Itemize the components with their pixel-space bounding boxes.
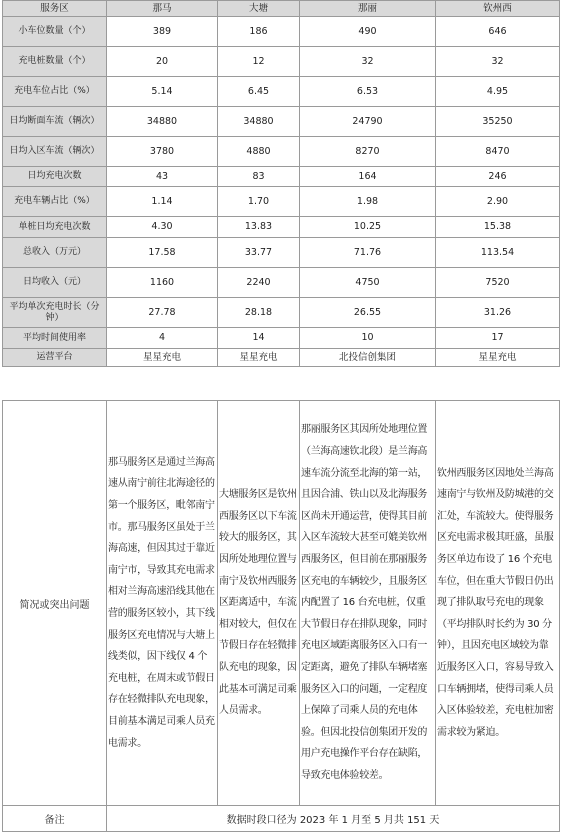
data-row	[3, 17, 560, 47]
issue-datang: 大塘服务区是钦州西服务区以下车流较大的服务区，其因所处地理位置与南宁及钦州西服务区距离适中，车流相对较大，但仅在节假日存在轻微排队充电的现象，因此基本可满足司乘人员需求。	[218, 401, 300, 806]
row-label: 总收入（万元）	[3, 238, 107, 268]
table-cell: 27.78	[107, 298, 218, 328]
table-cell: 71.76	[300, 238, 436, 268]
row-label: 充电车位占比（%）	[3, 77, 107, 107]
table-cell: 34880	[107, 107, 218, 137]
table-cell: 32	[436, 47, 560, 77]
table-cell: 389	[107, 17, 218, 47]
table-cell: 星星充电	[218, 349, 300, 367]
row-label: 平均单次充电时长（分钟）	[3, 298, 107, 328]
table-cell: 10.25	[300, 217, 436, 238]
issue-nama: 那马服务区是通过兰海高速从南宁前往北海途径的第一个服务区，毗邻南宁市。那马服务区虽处于兰海高速，但因其过于靠近南宁市，导致其充电需求相对兰海高速沿线其他在营的服务区较小，其下线服务区充电情况与大塘上线类似，因下线仅 4 个充电桩，在周末或节假日存在轻微排队充电现象，目前基本满足司乘人员充电需求。	[107, 401, 218, 806]
data-row	[3, 268, 560, 298]
table-cell: 4.95	[436, 77, 560, 107]
header-label: 服务区	[3, 1, 107, 17]
table-cell: 6.45	[218, 77, 300, 107]
table-cell: 3780	[107, 137, 218, 167]
table-cell: 164	[300, 167, 436, 187]
table-cell: 35250	[436, 107, 560, 137]
table-cell: 10	[300, 328, 436, 349]
table-cell: 246	[436, 167, 560, 187]
data-row	[3, 47, 560, 77]
table-cell: 4750	[300, 268, 436, 298]
issues-label: 简况或突出问题	[3, 401, 107, 806]
table-cell: 2.90	[436, 187, 560, 217]
header-row	[3, 1, 560, 17]
note-row	[3, 806, 560, 832]
data-row	[3, 167, 560, 187]
table-cell: 26.55	[300, 298, 436, 328]
row-label: 充电桩数量（个）	[3, 47, 107, 77]
table-cell: 31.26	[436, 298, 560, 328]
table-cell: 6.53	[300, 77, 436, 107]
data-row	[3, 77, 560, 107]
row-label: 日均断面车流（辆次）	[3, 107, 107, 137]
row-label: 日均充电次数	[3, 167, 107, 187]
table-cell: 43	[107, 167, 218, 187]
column-header: 钦州西	[436, 1, 560, 17]
table-cell: 83	[218, 167, 300, 187]
table-cell: 24790	[300, 107, 436, 137]
table-cell: 28.18	[218, 298, 300, 328]
table-cell: 7520	[436, 268, 560, 298]
table-cell: 20	[107, 47, 218, 77]
table-cell: 星星充电	[436, 349, 560, 367]
issue-qinzhouxi: 钦州西服务区因地处兰海高速南宁与钦州及防城港的交汇处，车流较大。使得服务区充电需求极其旺盛，虽服务区单边布设了 16 个充电车位，但在重大节假日仍出现了排队取号充电的现象（平均排队时长约为 30 分钟），且因充电区域较为靠近服务区入口，容易导致入口车辆拥堵，使得司乘人员入区体验较差，充电桩加密需求较为紧迫。	[436, 401, 560, 806]
issues-row	[3, 401, 560, 806]
data-row	[3, 107, 560, 137]
table-cell: 5.14	[107, 77, 218, 107]
column-header: 那马	[107, 1, 218, 17]
table-cell: 1.98	[300, 187, 436, 217]
table-cell: 14	[218, 328, 300, 349]
data-row	[3, 137, 560, 167]
note-label: 备注	[3, 806, 107, 832]
table-cell: 17.58	[107, 238, 218, 268]
row-label: 日均入区车流（辆次）	[3, 137, 107, 167]
table-cell: 1.14	[107, 187, 218, 217]
data-row	[3, 187, 560, 217]
table-cell: 113.54	[436, 238, 560, 268]
table-cell: 17	[436, 328, 560, 349]
column-header: 那丽	[300, 1, 436, 17]
row-label: 运营平台	[3, 349, 107, 367]
table-cell: 星星充电	[107, 349, 218, 367]
data-row	[3, 328, 560, 349]
table-cell: 8270	[300, 137, 436, 167]
data-row	[3, 217, 560, 238]
note-text: 数据时段口径为 2023 年 1 月至 5 月共 151 天	[107, 806, 560, 832]
column-header: 大塘	[218, 1, 300, 17]
table-cell: 1.70	[218, 187, 300, 217]
table-cell: 32	[300, 47, 436, 77]
table-cell: 4	[107, 328, 218, 349]
table-cell: 490	[300, 17, 436, 47]
row-label: 小车位数量（个）	[3, 17, 107, 47]
table-cell: 2240	[218, 268, 300, 298]
table-cell: 13.83	[218, 217, 300, 238]
table-cell: 北投信创集团	[300, 349, 436, 367]
table-cell: 646	[436, 17, 560, 47]
table-cell: 186	[218, 17, 300, 47]
row-label: 平均时间使用率	[3, 328, 107, 349]
stats-table	[2, 0, 560, 367]
table-cell: 8470	[436, 137, 560, 167]
data-row	[3, 349, 560, 367]
issue-nali: 那丽服务区其因所处地理位置（兰海高速钦北段）是兰海高速车流分流至北海的第一站，且因合浦、铁山以及北海服务区尚未开通运营，使得其目前入区车流较大甚至可媲美钦州西服务区，但目前在那丽服务区充电的车辆较少，且服务区内配置了 16 台充电桩，仅重大节假日存在排队现象，同时充电区域距离服务区入口有一定距离，避免了排队车辆堵塞服务区入口的问题，一定程度上保障了司乘人员的充电体验。但因北投信创集团开发的用户充电操作平台存在缺陷，导致充电体验较差。	[300, 401, 436, 806]
table-cell: 33.77	[218, 238, 300, 268]
row-label: 单桩日均充电次数	[3, 217, 107, 238]
data-row	[3, 238, 560, 268]
row-label: 日均收入（元）	[3, 268, 107, 298]
row-label: 充电车辆占比（%）	[3, 187, 107, 217]
table-cell: 4.30	[107, 217, 218, 238]
table-cell: 15.38	[436, 217, 560, 238]
issues-table	[2, 400, 560, 832]
table-cell: 1160	[107, 268, 218, 298]
table-cell: 34880	[218, 107, 300, 137]
table-cell: 4880	[218, 137, 300, 167]
table-cell: 12	[218, 47, 300, 77]
data-row	[3, 298, 560, 328]
